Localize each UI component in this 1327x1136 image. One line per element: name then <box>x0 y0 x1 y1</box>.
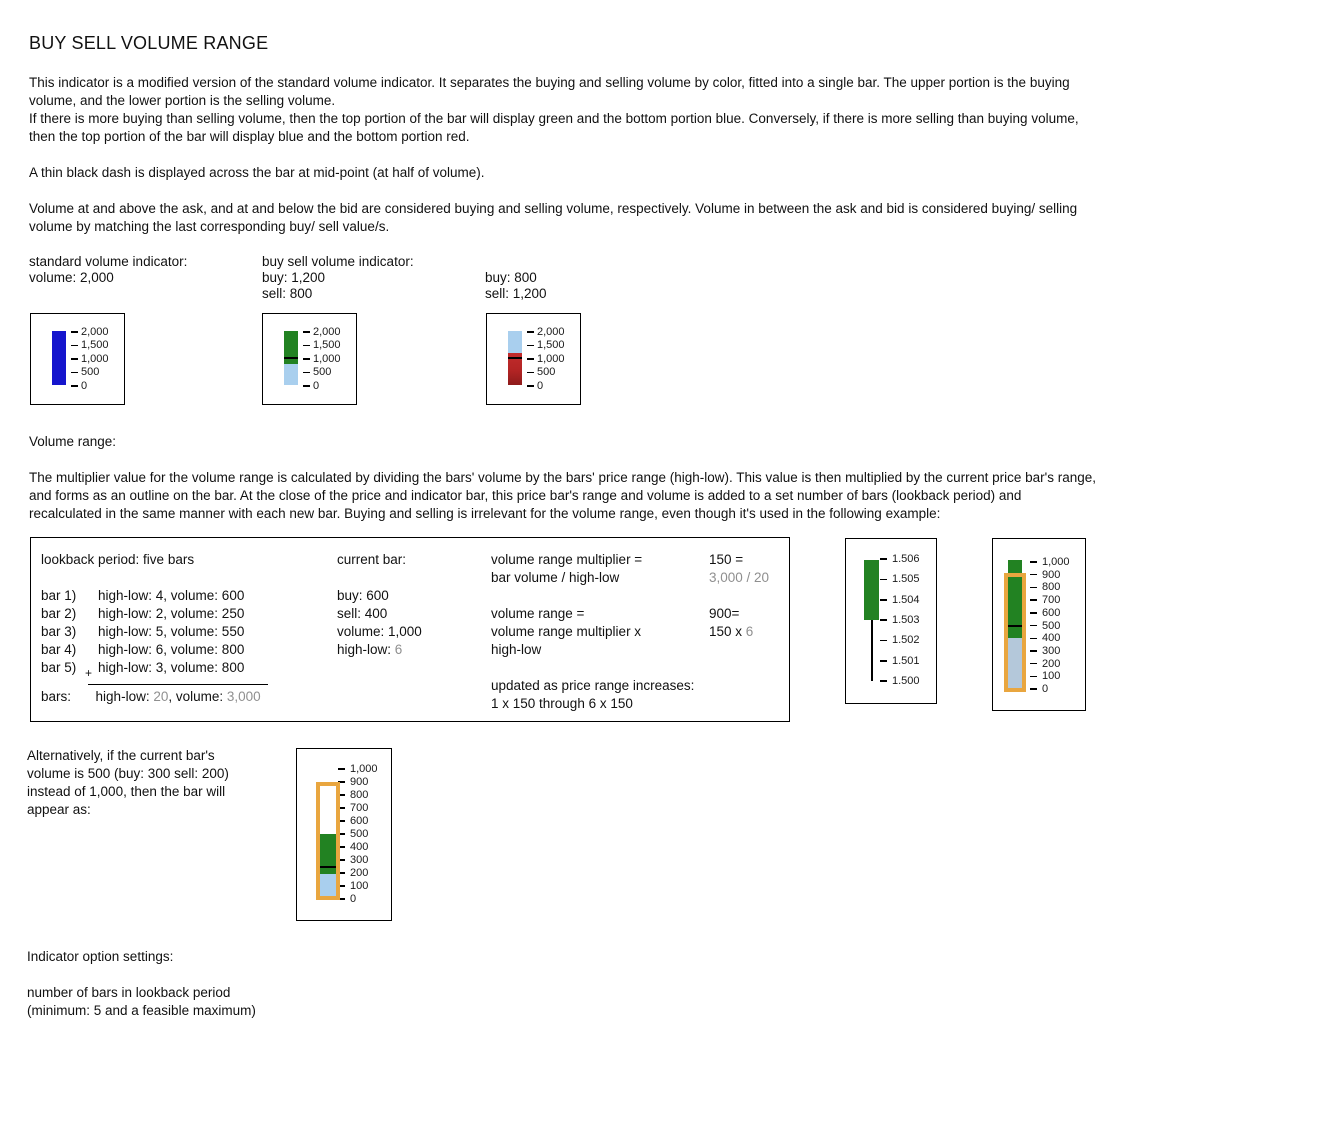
lookback-bar-row <box>41 641 244 659</box>
scale-tick <box>71 325 109 339</box>
bar-detail: high-low: 2, volume: 250 <box>98 606 245 621</box>
formula-mult-right2: 3,000 / 20 <box>709 570 770 585</box>
formula-mult-left2: bar volume / high-low <box>491 570 620 585</box>
scale-tick <box>1030 670 1070 683</box>
tick-label: 200 <box>1042 657 1061 670</box>
tick-label: 500 <box>350 828 369 840</box>
scale-tick <box>338 763 378 776</box>
current-bar-title: current bar: <box>337 552 407 567</box>
tick-label: 800 <box>350 789 369 801</box>
scale-tick <box>338 776 378 789</box>
bar-number: bar 3) <box>41 624 77 639</box>
scale-tick <box>338 880 378 893</box>
tick-mark <box>71 331 78 333</box>
tick-label: 600 <box>350 815 369 827</box>
tick-label: 1,000 <box>350 763 378 775</box>
scale-tick <box>338 893 378 906</box>
standard-example-label <box>29 254 187 286</box>
tick-label: 0 <box>1042 683 1049 696</box>
volume-scale <box>1030 556 1070 696</box>
scale-tick <box>1030 594 1070 607</box>
tick-label: 1.505 <box>892 573 920 586</box>
text-line: and forms as an outline on the bar. At the close of the price and indicator bar, this price bar's range and volume is added to a set number of bars (lookback period) and <box>29 488 1022 503</box>
tick-mark <box>1030 663 1037 665</box>
scale-tick <box>1030 683 1070 696</box>
scale-tick <box>338 802 378 815</box>
tick-label: 0 <box>537 379 544 392</box>
tick-label: 900 <box>1042 568 1061 581</box>
scale-tick <box>338 854 378 867</box>
text-line: standard volume indicator: <box>29 254 188 269</box>
scale-tick <box>303 339 341 353</box>
buysell-example-label <box>262 254 414 302</box>
scale-tick <box>880 569 920 589</box>
text-line: volume, and the lower portion is the selling volume. <box>29 93 336 108</box>
text-line: number of bars in lookback period <box>27 985 231 1000</box>
tick-label: 1.504 <box>892 593 920 606</box>
tick-label: 1,500 <box>81 339 109 352</box>
tick-mark <box>880 619 887 621</box>
tick-mark <box>71 372 78 374</box>
text-line: Volume at and above the ask, and at and below the bid are considered buying and selling volume, respectively. Volume in between the ask and bid is considered buying/ selling <box>29 201 1078 216</box>
lookback-bar-row <box>41 623 244 641</box>
volume-scale <box>527 325 565 393</box>
text-line: Alternatively, if the current bar's <box>27 748 215 763</box>
scale-tick <box>1030 581 1070 594</box>
text-line: sell: 800 <box>262 286 313 301</box>
text-line: appear as: <box>27 802 91 817</box>
text-line: volume is 500 (buy: 300 sell: 200) <box>27 766 229 781</box>
tick-mark <box>338 768 345 770</box>
lookback-total-row <box>41 688 261 706</box>
formula-range-right1: 900= <box>709 606 740 621</box>
tick-label: 600 <box>1042 606 1061 619</box>
tick-label: 500 <box>81 366 100 379</box>
tick-label: 700 <box>350 802 369 814</box>
tick-mark <box>527 358 534 360</box>
formula-range-left3: high-low <box>491 642 542 657</box>
scale-tick <box>527 325 565 339</box>
tick-label: 100 <box>350 880 369 892</box>
scale-tick <box>880 610 920 630</box>
scale-tick <box>71 379 109 393</box>
tick-mark <box>71 385 78 387</box>
text-line: then the top portion of the bar will display blue and the bottom portion red. <box>29 129 470 144</box>
scale-tick <box>338 828 378 841</box>
tick-label: 1.500 <box>892 675 920 688</box>
volume-range-heading: Volume range: <box>29 434 117 449</box>
tick-mark <box>880 599 887 601</box>
text-line: (minimum: 5 and a feasible maximum) <box>27 1003 256 1018</box>
tick-mark <box>1030 561 1037 563</box>
text-line: volume: 2,000 <box>29 270 114 285</box>
scale-tick <box>303 325 341 339</box>
tick-mark <box>527 331 534 333</box>
volume-bar-blue <box>52 331 66 385</box>
tick-mark <box>527 385 534 387</box>
midpoint-dash <box>508 357 522 359</box>
tick-label: 2,000 <box>313 325 341 338</box>
tick-label: 1,000 <box>81 352 109 365</box>
lookback-title: lookback period: five bars <box>41 552 195 567</box>
text-line: buy: 800 <box>485 270 537 285</box>
scale-tick <box>1030 632 1070 645</box>
scale-tick <box>1030 606 1070 619</box>
alternative-text <box>27 747 229 819</box>
bar-detail: high-low: 4, volume: 600 <box>98 588 245 603</box>
tick-label: 0 <box>350 893 357 905</box>
scale-tick <box>880 651 920 671</box>
tick-mark <box>1030 688 1037 690</box>
scale-tick <box>71 352 109 366</box>
lookback-bar-row <box>41 587 244 605</box>
scale-tick <box>338 789 378 802</box>
tick-label: 1,000 <box>313 352 341 365</box>
tick-mark <box>880 579 887 581</box>
updated-note-2: 1 x 150 through 6 x 150 <box>491 696 633 711</box>
tick-label: 0 <box>313 379 320 392</box>
scale-tick <box>303 366 341 380</box>
tick-mark <box>303 345 310 347</box>
bar-detail: high-low: 5, volume: 550 <box>98 624 245 639</box>
lookback-bar-row <box>41 605 244 623</box>
tick-mark <box>71 345 78 347</box>
text-line: volume by matching the last corresponding buy/ sell value/s. <box>29 219 390 234</box>
plus-sign: + <box>85 666 93 680</box>
tick-label: 800 <box>1042 581 1061 594</box>
scale-tick <box>527 352 565 366</box>
highlow-label: high-low: <box>337 642 395 657</box>
scale-tick <box>880 549 920 569</box>
tick-label: 1.506 <box>892 553 920 566</box>
text-line: buy: 600 <box>337 588 389 603</box>
tick-mark <box>880 660 887 662</box>
text-line: If there is more buying than selling volume, then the top portion of the bar will display green and the bottom portion blue. Conversely, if there is more selling than buying volume, <box>29 111 1079 126</box>
buysell-volume-box <box>262 313 357 405</box>
standard-volume-box <box>30 313 125 405</box>
scale-tick <box>338 867 378 880</box>
tick-label: 400 <box>350 841 369 853</box>
volume-scale <box>71 325 109 393</box>
total-mid: , volume: <box>168 689 227 704</box>
scale-tick <box>71 339 109 353</box>
total-prefix: bars: <box>41 689 72 704</box>
bar-number: bar 1) <box>41 588 77 603</box>
lookback-bar-row <box>41 659 244 677</box>
tick-mark <box>71 358 78 360</box>
tick-label: 1.503 <box>892 614 920 627</box>
askbid-note <box>29 200 1077 236</box>
text-line: sell: 1,200 <box>485 286 547 301</box>
bar-detail: high-low: 3, volume: 800 <box>98 660 245 675</box>
tick-label: 500 <box>537 366 556 379</box>
candle-wick <box>871 620 873 681</box>
tick-mark <box>303 385 310 387</box>
tick-mark <box>1030 612 1037 614</box>
sell-portion-lightblue <box>284 364 298 386</box>
tick-label: 2,000 <box>537 325 565 338</box>
price-scale <box>880 549 920 691</box>
scale-tick <box>527 339 565 353</box>
alternative-bar-box <box>296 748 392 921</box>
formula-range-left2: volume range multiplier x <box>491 624 642 639</box>
text-line: sell: 400 <box>337 606 388 621</box>
scale-tick <box>880 590 920 610</box>
text-line: instead of 1,000, then the bar will <box>27 784 226 799</box>
updated-note-1: updated as price range increases: <box>491 678 695 693</box>
tick-mark <box>880 640 887 642</box>
tick-mark <box>303 372 310 374</box>
page-title: BUY SELL VOLUME RANGE <box>29 33 269 53</box>
volume-range-bar-box <box>992 538 1086 711</box>
tick-label: 700 <box>1042 594 1061 607</box>
tick-label: 2,000 <box>81 325 109 338</box>
total-volume-value: 3,000 <box>226 689 261 704</box>
tick-label: 900 <box>350 776 369 788</box>
tick-label: 300 <box>350 854 369 866</box>
tick-mark <box>1030 587 1037 589</box>
tick-label: 0 <box>81 379 88 392</box>
intro-paragraph <box>29 74 1079 146</box>
current-bar-highlow <box>337 641 402 659</box>
text-line: recalculated in the same manner with each new bar. Buying and selling is irrelevant for the volume range, even though it's used in the following example: <box>29 506 941 521</box>
buy-portion-lightblue <box>508 331 522 353</box>
bar-detail: high-low: 6, volume: 800 <box>98 642 245 657</box>
tick-mark <box>527 372 534 374</box>
tick-label: 500 <box>1042 619 1061 632</box>
tick-label: 1,500 <box>537 339 565 352</box>
tick-mark <box>303 358 310 360</box>
lookback-example-box <box>30 537 790 722</box>
text-line: buy: 1,200 <box>262 270 326 285</box>
tick-mark <box>880 558 887 560</box>
tick-label: 100 <box>1042 670 1061 683</box>
bar-number: bar 5) <box>41 660 77 675</box>
tick-mark <box>1030 676 1037 678</box>
scale-tick <box>338 815 378 828</box>
tick-mark <box>1030 638 1037 640</box>
tick-label: 1,000 <box>537 352 565 365</box>
price-candle-box <box>845 538 937 704</box>
scale-tick <box>1030 619 1070 632</box>
formula-range-left1: volume range = <box>491 606 585 621</box>
bar-number: bar 4) <box>41 642 77 657</box>
tick-mark <box>1030 599 1037 601</box>
total-highlow-value: 20 <box>153 689 169 704</box>
candle-body-green <box>864 560 879 620</box>
scale-tick <box>303 352 341 366</box>
text-line: buy sell volume indicator: <box>262 254 414 269</box>
scale-tick <box>338 841 378 854</box>
tick-label: 200 <box>350 867 369 879</box>
bar-number: bar 2) <box>41 606 77 621</box>
text-line: volume: 1,000 <box>337 624 422 639</box>
text-line: This indicator is a modified version of the standard volume indicator. It separates the buying and selling volume by color, fitted into a single bar. The upper portion is the buying <box>29 75 1070 90</box>
current-bar-lines <box>337 587 422 641</box>
settings-heading: Indicator option settings: <box>27 949 174 964</box>
formula-range-right2 <box>709 623 753 641</box>
scale-tick <box>527 366 565 380</box>
midpoint-dash <box>284 357 298 359</box>
tick-label: 1.502 <box>892 634 920 647</box>
tick-label: 1,000 <box>1042 555 1070 568</box>
tick-mark <box>880 680 887 682</box>
range-right2-gray: 6 <box>745 624 754 639</box>
tick-label: 400 <box>1042 632 1061 645</box>
volume-scale <box>303 325 341 393</box>
tick-mark <box>527 345 534 347</box>
sum-underline <box>88 684 268 685</box>
settings-lines <box>27 984 256 1020</box>
volume-range-paragraph <box>29 469 1096 523</box>
scale-tick <box>527 379 565 393</box>
scale-tick <box>1030 645 1070 658</box>
tick-mark <box>303 331 310 333</box>
scale-tick <box>1030 657 1070 670</box>
lookback-bar-list <box>41 587 244 677</box>
tick-mark <box>1030 650 1037 652</box>
volume-scale <box>338 763 378 906</box>
tick-mark <box>1030 574 1037 576</box>
scale-tick <box>1030 568 1070 581</box>
total-label: high-low: <box>95 689 154 704</box>
tick-mark <box>1030 625 1037 627</box>
formula-mult-right1: 150 = <box>709 552 744 567</box>
scale-tick <box>303 379 341 393</box>
highlow-value: 6 <box>394 642 403 657</box>
tick-label: 1,500 <box>313 339 341 352</box>
volume-range-outline <box>1004 573 1026 692</box>
scale-tick <box>880 630 920 650</box>
dash-note: A thin black dash is displayed across the bar at mid-point (at half of volume). <box>29 165 485 180</box>
formula-mult-left1: volume range multiplier = <box>491 552 643 567</box>
volume-range-outline <box>316 782 340 900</box>
sellbuy-example-label <box>485 270 547 302</box>
sellbuy-volume-box <box>486 313 581 405</box>
scale-tick <box>71 366 109 380</box>
scale-tick <box>880 671 920 691</box>
text-line: The multiplier value for the volume range is calculated by dividing the bars' volume by the bars' price range (high-low). This value is then multiplied by the current price bar's range, <box>29 470 1097 485</box>
range-right2-black: 150 x <box>709 624 746 639</box>
scale-tick <box>1030 556 1070 569</box>
tick-label: 500 <box>313 366 332 379</box>
tick-label: 1.501 <box>892 654 920 667</box>
tick-label: 300 <box>1042 644 1061 657</box>
